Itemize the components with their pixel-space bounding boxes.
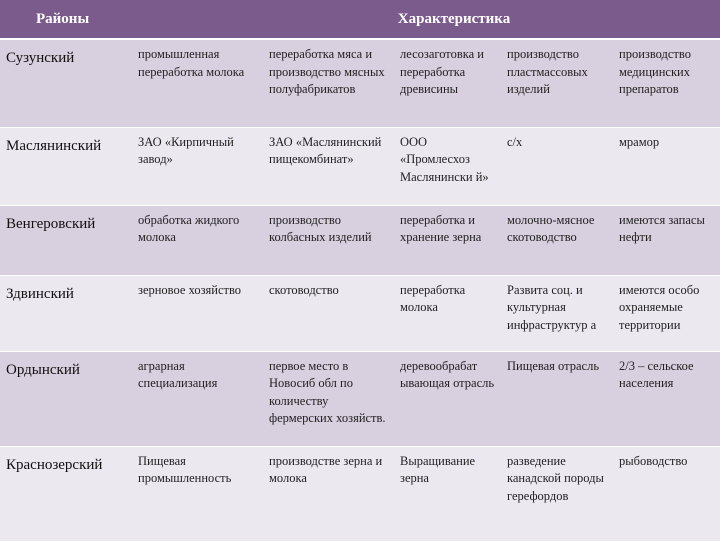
- table-cell: имеются запасы нефти: [613, 205, 720, 275]
- table-cell: Пищевая отрасль: [501, 351, 613, 446]
- table-cell: 2/3 – сельское населения: [613, 351, 720, 446]
- table-cell: производство медицинских препаратов: [613, 39, 720, 127]
- table-cell: обработка жидкого молока: [132, 205, 263, 275]
- table-row: [0, 275, 720, 351]
- table-cell: зерновое хозяйство: [132, 275, 263, 351]
- table-row: [0, 446, 720, 541]
- header-characteristics: Характеристика: [132, 0, 720, 39]
- table-row: [0, 127, 720, 205]
- table-cell: ЗАО «Маслянинский пищекомбинат»: [263, 127, 394, 205]
- table-cell: лесозаготовка и переработка древисины: [394, 39, 501, 127]
- table-header-row: [0, 0, 720, 39]
- table-cell: имеются особо охраняемые территории: [613, 275, 720, 351]
- table-cell: производстве зерна и молока: [263, 446, 394, 541]
- district-name: Маслянинский: [0, 127, 132, 205]
- table-cell: переработка мяса и производство мясных полуфабрикатов: [263, 39, 394, 127]
- table-cell: Пищевая промышленность: [132, 446, 263, 541]
- table-cell: производство пластмассовых изделий: [501, 39, 613, 127]
- table-cell: скотоводство: [263, 275, 394, 351]
- table-row: [0, 351, 720, 446]
- table-cell: ЗАО «Кирпичный завод»: [132, 127, 263, 205]
- table-cell: производство колбасных изделий: [263, 205, 394, 275]
- table-cell: аграрная специализация: [132, 351, 263, 446]
- table-cell: переработка и хранение зерна: [394, 205, 501, 275]
- district-name: Венгеровский: [0, 205, 132, 275]
- table-cell: Выращивание зерна: [394, 446, 501, 541]
- district-name: Краснозерский: [0, 446, 132, 541]
- table-cell: промышленная переработка молока: [132, 39, 263, 127]
- district-name: Сузунский: [0, 39, 132, 127]
- table-cell: рыбоводство: [613, 446, 720, 541]
- table-cell: переработка молока: [394, 275, 501, 351]
- header-districts: Районы: [0, 0, 132, 39]
- table-cell: деревообрабат ывающая отрасль: [394, 351, 501, 446]
- table-row: [0, 39, 720, 127]
- table-cell: молочно-мясное скотоводство: [501, 205, 613, 275]
- table-cell: Развита соц. и культурная инфраструктур а: [501, 275, 613, 351]
- district-name: Здвинский: [0, 275, 132, 351]
- district-name: Ордынский: [0, 351, 132, 446]
- table-cell: ООО «Промлесхоз Маслянински й»: [394, 127, 501, 205]
- table-row: [0, 205, 720, 275]
- table-cell: первое место в Новосиб обл по количеству фермерских хозяйств.: [263, 351, 394, 446]
- table-cell: разведение канадской породы герефордов: [501, 446, 613, 541]
- table-cell: с/х: [501, 127, 613, 205]
- table-cell: мрамор: [613, 127, 720, 205]
